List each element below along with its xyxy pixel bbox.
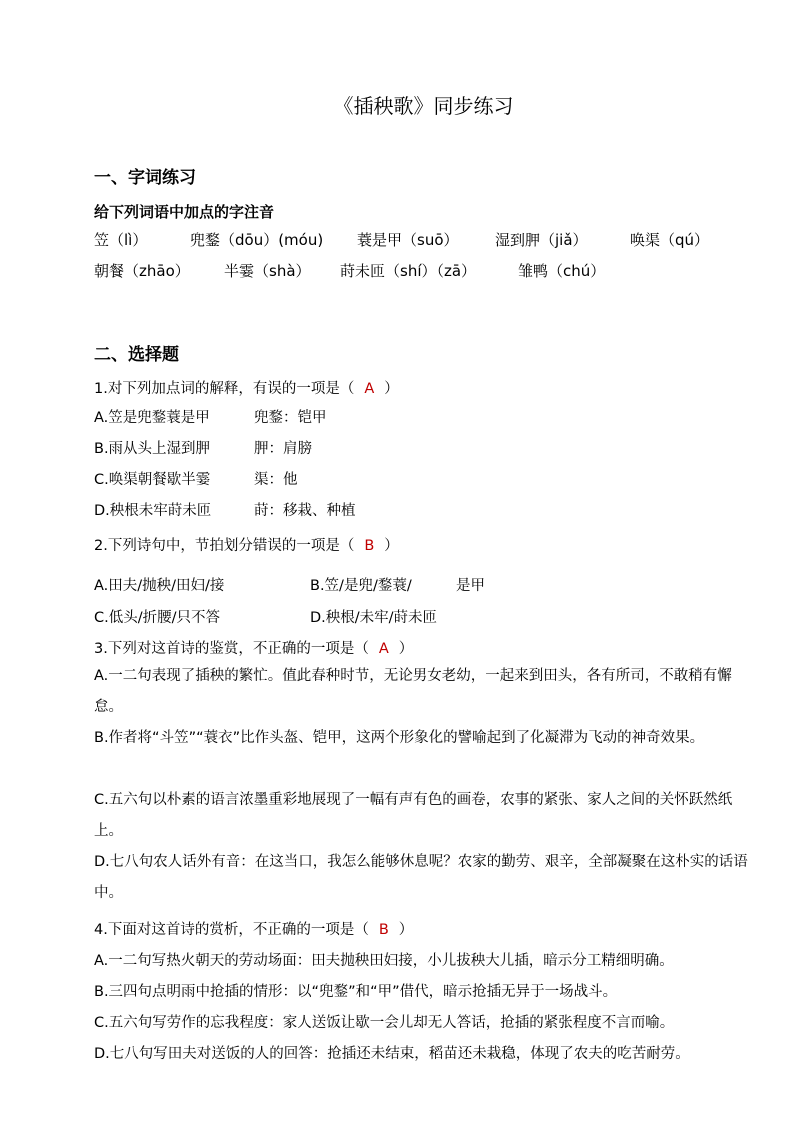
document-page: 《插秧歌》同步练习 一、字词练习 给下列词语中加点的字注音 笠（lì） 兜鍪（dōu）(móu) 蓑是甲（suō） 湿到胛（jiǎ） 唤渠（qú） 朝餐（zhāo） 半霎（shà） 莳未匝（shí）（zā） 雏鸭（chú） 二、选择题 1.对下列加点词的解释，有误的一项是（ A ） A.笠是兜鍪蓑是甲 兜鍪：铠甲 B.雨从头上湿到胛 胛：肩膀 C.唤渠朝餐歇半霎 渠：他 D.秧根未牢莳未匝 莳：移栽、种植 2.下列诗句中，节拍划分错误的一项是（ B ） A.田夫/抛秧/田妇/接 B.笠/是兜/鍪蓑/ 是甲 C.低头/折腰/只不答 D.秧根/未牢/莳未匝 3.下列对这首诗的鉴赏，不正确的一项是（ A ） A.一二句表现了插秧的繁忙。值此春种时节，无论男女老幼，一起来到田头，各有所司，不敢稍有懈怠。 B.作者将“斗笠”“蓑衣”比作头盔、铠甲，这两个形象化的譬喻起到了化凝滞为飞动的神奇效果。 C.五六句以朴素的语言浓墨重彩地展现了一幅有声有色的画卷，农事的紧张、家人之间的关怀跃然纸上。 D.七八句农人话外有音：在这当口，我怎么能够休息呢？农家的勤劳、艰辛，全部凝聚在这朴实的话语中。 4.下面对这首诗的赏析，不正确的一项是（ B ） A.一二句写热火朝天的劳动场面：田夫抛秧田妇接，小儿拔秧大儿插，暗示分工精细明确。 B.三四句点明雨中抢插的情形：以“兜鍪”和“甲”借代，暗示抢插无异于一场战斗。 C.五六句写劳作的忘我程度：家人送饭让歇一会儿却无人答话，抢插的紧张程度不言而喻。 D.七八句写田夫对送饭的人的回答：抢插还未结束，稻苗还未栽稳，体现了农夫的吃苦耐劳。	[0, 0, 793, 1122]
vocab-item: 朝餐（zhāo）	[94, 262, 190, 280]
q3-option-b: B.作者将“斗笠”“蓑衣”比作头盔、铠甲，这两个形象化的譬喻起到了化凝滞为飞动的神奇效果。	[94, 730, 705, 746]
vocab-item: 唤渠（qú）	[630, 231, 710, 249]
answer-mark: A	[378, 641, 389, 657]
vocab-item: 笠（lì）	[94, 231, 148, 249]
answer-mark: A	[364, 381, 375, 397]
question-3-stem: 3.下列对这首诗的鉴赏，不正确的一项是（ A ）	[94, 641, 414, 657]
q4-option-d: D.七八句写田夫对送饭的人的回答：抢插还未结束，稻苗还未栽稳，体现了农夫的吃苦耐劳。	[94, 1046, 690, 1062]
q4-option-a: A.一二句写热火朝天的劳动场面：田夫抛秧田妇接，小儿拔秧大儿插，暗示分工精细明确。	[94, 953, 674, 969]
vocab-item: 雏鸭（chú）	[518, 262, 606, 280]
answer-mark: B	[364, 538, 375, 554]
question-4-stem: 4.下面对这首诗的赏析，不正确的一项是（ B ）	[94, 922, 414, 938]
answer-mark: B	[378, 922, 389, 938]
question-2-stem: 2.下列诗句中，节拍划分错误的一项是（ B ）	[94, 538, 399, 554]
q4-option-b: B.三四句点明雨中抢插的情形：以“兜鍪”和“甲”借代，暗示抢插无异于一场战斗。	[94, 984, 618, 1000]
section-1-instruction: 给下列词语中加点的字注音	[94, 203, 275, 221]
vocab-item: 莳未匝（shí）（zā）	[340, 262, 477, 280]
q3-option-d: D.七八句农人话外有音：在这当口，我怎么能够休息呢？农家的勤劳、艰辛，全部凝聚在这朴实的话语中。	[94, 854, 748, 901]
question-1-stem: 1.对下列加点词的解释，有误的一项是（ A ）	[94, 381, 399, 397]
vocab-item: 蓑是甲（suō）	[357, 231, 459, 249]
vocab-item: 半霎（shà）	[224, 262, 311, 280]
section-1-heading: 一、字词练习	[94, 168, 196, 188]
vocab-item: 湿到胛（jiǎ）	[495, 231, 588, 249]
vocab-item: 兜鍪（dōu）(móu)	[190, 231, 324, 249]
q3-option-a: A.一二句表现了插秧的繁忙。值此春种时节，无论男女老幼，一起来到田头，各有所司，不敢稍有懈怠。	[94, 668, 732, 715]
q4-option-c: C.五六句写劳作的忘我程度：家人送饭让歇一会儿却无人答话，抢插的紧张程度不言而喻。	[94, 1015, 675, 1031]
q3-option-c: C.五六句以朴素的语言浓墨重彩地展现了一幅有声有色的画卷，农事的紧张、家人之间的关怀跃然纸上。	[94, 792, 733, 839]
page-title: 《插秧歌》同步练习	[333, 94, 514, 118]
section-2-heading: 二、选择题	[94, 345, 179, 365]
